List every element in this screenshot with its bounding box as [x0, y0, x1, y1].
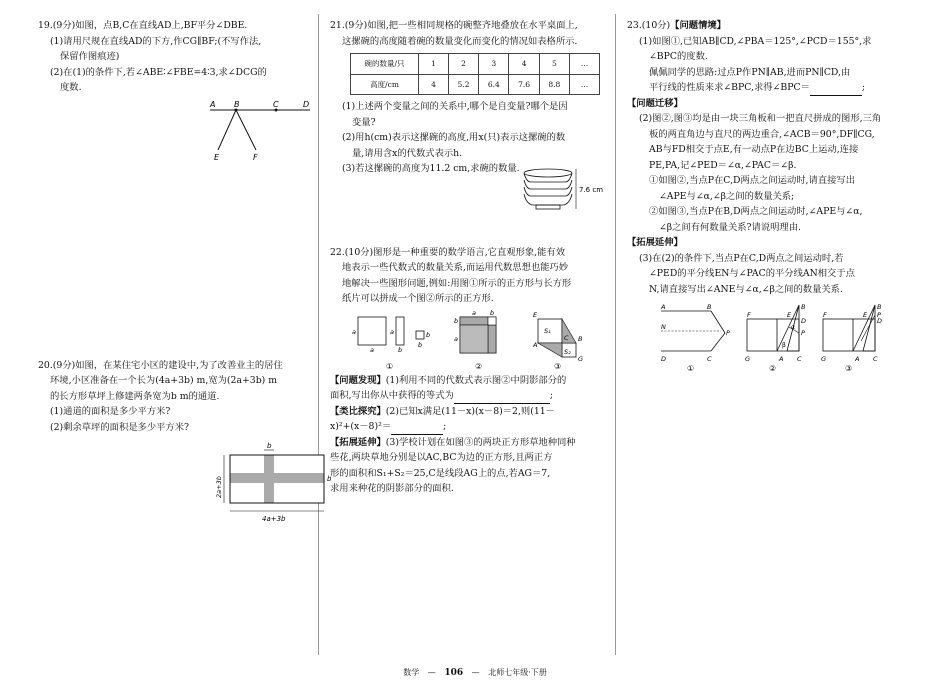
table-cell: 1 — [419, 54, 449, 75]
q23-part2-l2: 板的两直角边与直尺的两边重合,∠ACB＝90°,DF∥CG, — [649, 128, 875, 140]
q23-part2: (2)图②,图③均是由一块三角板和一把直尺拼成的图形,三角 — [639, 113, 882, 124]
label-C: C — [273, 99, 279, 109]
q22-part2-text: (2)已知x满足(11－x)(x－8)＝2,则(11－ — [385, 405, 555, 417]
label-A: A — [210, 99, 216, 109]
q23-f2-A: A — [779, 355, 784, 363]
q23-f3-C: C — [873, 355, 878, 363]
q23-part2-l4: PE,PA,记∠PED＝∠α,∠PAC＝∠β. — [649, 159, 797, 171]
q22-part2 — [330, 404, 600, 420]
q20-width-label: 4a+3b — [262, 515, 286, 523]
q22-fig2-b-left: b — [454, 316, 459, 325]
table-cell: 8.8 — [539, 74, 569, 95]
answer-blank[interactable] — [391, 424, 443, 435]
q22-fig3-A: A — [533, 340, 538, 349]
q23-part3: (3)在(2)的条件下,当点P在C,D两点之间运动时,若 — [639, 252, 844, 264]
q23-part2-i: ①如图②,当点P在C,D两点之间运动时,请直接写出 — [649, 175, 855, 186]
q22-stem-4: 纸片可以拼成一个图②所示的正方形. — [342, 293, 494, 304]
q22-fig1-a-mid: a — [390, 327, 394, 336]
q22-fig1-number: ① — [386, 361, 394, 371]
q23-part2-l3: AB与FD相交于点E,有一动点P在边BC上运动,连接 — [649, 144, 859, 155]
column-right — [627, 18, 902, 373]
q21-part1-cont: 变量? — [352, 116, 376, 128]
footer-edition: 北师七年级·下册 — [488, 668, 547, 677]
q22-part1-text2: 面积,写出你从中获得的等式为 — [330, 390, 454, 401]
q23-f3-G: G — [821, 355, 827, 363]
q19-part2-cont: 度数. — [60, 82, 82, 93]
column-divider — [318, 14, 319, 655]
q23-f2-alpha: α — [791, 324, 795, 331]
q23-part2-ii-cont: ∠β之间有何数量关系?请说明理由. — [659, 221, 801, 233]
q22-part3 — [330, 435, 600, 451]
q19-part2: (2)在(1)的条件下,若∠ABE∶∠FBE=4∶3,求∠DCG的 — [50, 66, 267, 78]
q21-height-label: 7.6 cm — [579, 185, 604, 194]
table-cell: … — [570, 74, 600, 95]
tag-analogy: 【类比探究】 — [330, 405, 386, 417]
q23-f2-C: C — [797, 355, 802, 363]
tag-extension: 【拓展延伸】 — [330, 436, 386, 448]
q23-f2-P: P — [801, 329, 805, 337]
q23-f3-B: B — [877, 303, 882, 311]
q23-f2-F: F — [747, 311, 751, 319]
column-middle — [330, 18, 604, 497]
q22-fig1-a-bottom: a — [370, 345, 374, 354]
column-divider — [615, 14, 616, 655]
q23-f2-D: D — [801, 317, 807, 325]
q21-table — [350, 53, 600, 95]
q22-part3-line2: 些花,两块草地分别是以AC,BC为边的正方形,且两正方 — [330, 452, 553, 463]
table-cell: 碗的数量/只 — [351, 54, 419, 75]
q22-figures — [330, 309, 600, 373]
q23-hint: 佩佩同学的思路:过点P作PN∥AB,进而PN∥CD,由 — [649, 66, 851, 78]
q23-f1-P: P — [726, 329, 730, 337]
q22-fig3-B: B — [578, 334, 583, 343]
q22-fig3-C: C — [564, 333, 569, 342]
footer-dash: — — [427, 668, 436, 677]
table-row — [351, 74, 600, 95]
q23-f1-A: A — [661, 303, 666, 311]
q23-hint-2 — [627, 80, 902, 96]
q22-part2-line2 — [330, 419, 600, 435]
q22-fig1-a-left: a — [352, 327, 356, 336]
footer-dash: — — [471, 668, 480, 677]
q23-f2-beta: β — [782, 342, 786, 349]
tag-extension: 【拓展延伸】 — [627, 237, 683, 248]
q23-figures — [627, 301, 902, 373]
q22-fig2-b-top: b — [490, 308, 495, 317]
q19-part1-cont: 保留作图痕迹) — [60, 51, 120, 62]
tag-problem-situation: 【问题情境】 — [670, 20, 726, 31]
q21-stem-2: 这摞碗的高度随着碗的数量变化而变化的情况如表格所示. — [342, 35, 578, 47]
q21-part1: (1)上述两个变量之间的关系中,哪个是自变量?哪个是因 — [342, 101, 568, 112]
page-footer — [0, 667, 950, 678]
q23-title — [627, 18, 902, 34]
q20-stem-3: 的长方形草坪上修建两条宽为b m的通道. — [50, 390, 220, 402]
q23-f1-number: ① — [687, 364, 695, 373]
label-D: D — [303, 99, 310, 109]
q23-f1-B: B — [707, 303, 712, 311]
q23-f1-N: N — [661, 323, 666, 331]
table-cell: 高度/cm — [351, 74, 419, 95]
q22-part3-text: (3)学校计划在如图③的两块正方形草地种同种 — [385, 436, 576, 448]
q22-fig1-b-mid: b — [398, 345, 403, 354]
answer-blank[interactable] — [810, 85, 862, 96]
q22-fig3-number: ③ — [554, 361, 562, 371]
q22-stem-2: 地表示一些代数式的数量关系,而运用代数思想也能巧妙 — [342, 262, 569, 273]
column-left — [38, 18, 332, 531]
table-cell: 2 — [448, 54, 478, 75]
table-cell: 4 — [419, 74, 449, 95]
q23-f1-C: C — [707, 355, 712, 363]
q23-hint-end: ; — [861, 82, 866, 93]
q20-figure — [38, 441, 332, 531]
table-cell: 5 — [539, 54, 569, 75]
tag-problem-transfer: 【问题迁移】 — [627, 97, 683, 109]
q23-part3-l2: ∠PED的平分线EN与∠PAC的平分线AN相交于点 — [649, 268, 855, 279]
page-number: 106 — [444, 668, 464, 678]
q21-part2: (2)用h(cm)表示这摞碗的高度,用x(只)表示这摞碗的数 — [342, 132, 566, 143]
q23-f3-P: P — [877, 311, 881, 319]
q22-part1-line2 — [330, 388, 600, 404]
label-F: F — [253, 152, 258, 162]
q23-f3-F: F — [823, 311, 827, 319]
q22-part3-line4: 求用来种花的阴影部分的面积. — [330, 483, 454, 494]
q20-b-right: b — [327, 475, 332, 483]
answer-blank[interactable] — [454, 393, 550, 404]
q22-part1-text: (1)利用不同的代数式表示图②中阴影部分的 — [385, 374, 567, 386]
table-cell: 4 — [509, 54, 539, 75]
q20-part1: (1)通道的面积是多少平方米? — [50, 406, 171, 417]
q22-fig2-number: ② — [475, 361, 483, 371]
label-E: E — [214, 152, 220, 162]
q22-fig3-s2: S₂ — [564, 347, 571, 356]
footer-subject: 数学 — [403, 668, 420, 677]
q23-part1: (1)如图①,已知AB∥CD,∠PBA＝125°,∠PCD＝155°,求 — [639, 35, 872, 47]
q20-height-label: 2a+3b — [215, 476, 223, 498]
label-B: B — [234, 99, 240, 109]
q22-fig2-a-left: a — [454, 334, 458, 343]
q22-part1 — [330, 373, 600, 389]
q21-stem: 21.(9分)如图,把一些相同规格的碗整齐地叠放在水平桌面上, — [330, 20, 578, 31]
q23-part2-ii: ②如图③,当点P在B,D两点之间运动时,∠APE与∠α, — [649, 206, 863, 217]
q19-stem: 19.(9分)如图，点B,C在直线AD上,BF平分∠DBE. — [38, 20, 248, 31]
q23-f2-G: G — [745, 355, 751, 363]
q22-stem: 22.(10分)图形是一种重要的数学语言,它直观形象,能有效 — [330, 246, 566, 258]
q22-fig3-E: E — [533, 310, 538, 319]
table-cell: 6.4 — [479, 74, 509, 95]
q22-fig2-a-top: a — [472, 308, 476, 317]
q22-fig3-G: G — [578, 354, 584, 363]
table-cell: 7.6 — [509, 74, 539, 95]
q20-b-top: b — [267, 442, 272, 450]
q23-part3-l3: N,请直接写出∠ANE与∠α,∠β之间的数量关系. — [649, 283, 843, 295]
table-row — [351, 54, 600, 75]
q23-part1-cont: ∠BPC的度数. — [649, 51, 708, 62]
q20-part2: (2)剩余草坪的面积是多少平方米? — [50, 421, 190, 433]
q22-stem-3: 地解决一些图形问题,例如:用图①所示的正方形与长方形 — [342, 277, 572, 289]
q23-f3-D: D — [877, 317, 883, 325]
q23-f2-E: E — [787, 311, 792, 319]
tag-problem-discovery: 【问题发现】 — [330, 374, 386, 386]
q22-part2-text2: x)²+(x－8)²＝ — [330, 421, 392, 432]
q21-part2-cont: 量,请用含x的代数式表示h. — [352, 147, 463, 159]
q23-hint-text: 平行线的性质来求∠BPC,求得∠BPC＝ — [649, 82, 810, 93]
table-cell: 3 — [479, 54, 509, 75]
q23-f3-number: ③ — [845, 364, 853, 373]
q20-stem-2: 环境,小区准备在一个长为(4a+3b) m,宽为(2a+3b) m — [50, 375, 278, 386]
q22-part1-end: ; — [549, 390, 553, 401]
q23-f3-E: E — [863, 311, 868, 319]
q23-f3-A: A — [855, 355, 860, 363]
q22-part2-end: ; — [443, 421, 447, 432]
q23-part2-i-cont: ∠APE与∠α,∠β之间的数量关系; — [659, 190, 795, 202]
q19-figure — [38, 100, 310, 170]
q23-f2-number: ② — [769, 364, 777, 373]
q23-number: 23.(10分) — [627, 20, 671, 31]
q23-f2-B: B — [801, 303, 806, 311]
q20-stem: 20.(9分)如图，在某住宅小区的建设中,为了改善业主的居住 — [38, 359, 283, 371]
q23-f1-D: D — [661, 355, 667, 363]
q22-part3-line3: 形的面积和S₁+S₂＝25,C是线段AG上的点,若AG＝7, — [330, 467, 551, 479]
q19-part1: (1)请用尺规在直线AD的下方,作CG∥BF;(不写作法, — [50, 35, 262, 47]
table-cell: … — [570, 54, 600, 75]
q22-fig1-b-bottom: b — [418, 340, 423, 349]
q21-part3: (3)若这摞碗的高度为11.2 cm,求碗的数量. — [342, 163, 520, 174]
q22-fig3-s1: S₁ — [544, 326, 551, 335]
q22-fig1-b-right: b — [426, 330, 431, 339]
table-cell: 5.2 — [448, 74, 478, 95]
